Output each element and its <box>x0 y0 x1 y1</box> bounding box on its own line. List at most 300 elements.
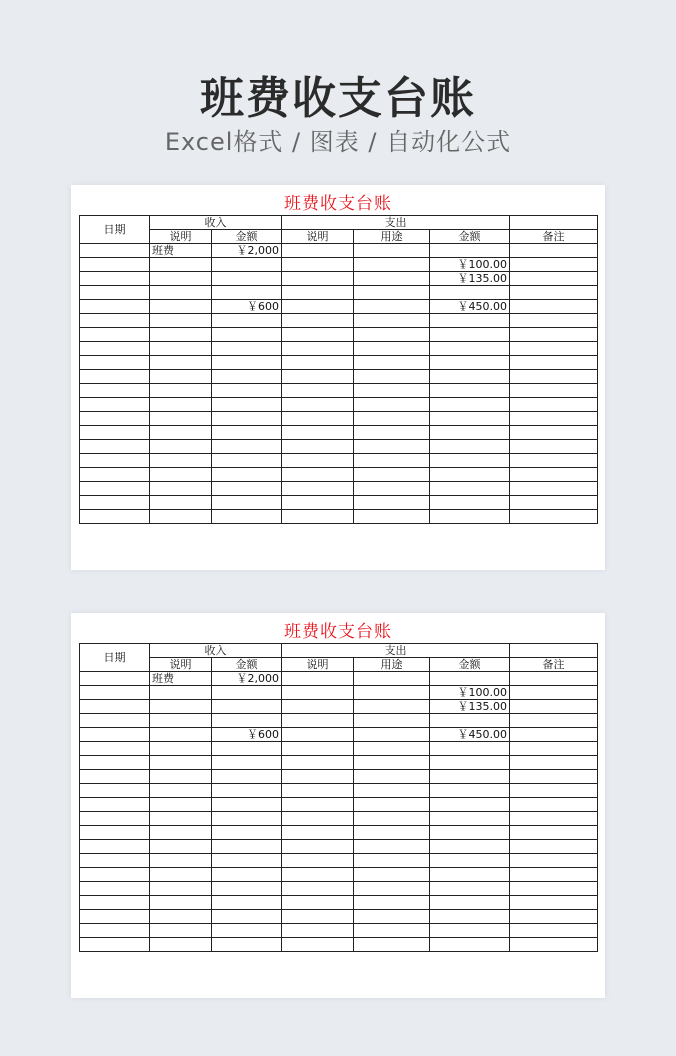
cell-income-desc[interactable] <box>150 398 212 412</box>
cell-income-amount[interactable] <box>212 258 282 272</box>
cell-expense-amount[interactable] <box>430 468 510 482</box>
ledger-table <box>79 643 598 952</box>
cell-remark[interactable] <box>510 272 598 286</box>
cell-expense-amount[interactable] <box>430 370 510 384</box>
cell-income-desc[interactable] <box>150 440 212 454</box>
cell-income-desc[interactable] <box>150 910 212 924</box>
cell-income-desc[interactable] <box>150 286 212 300</box>
cell-expense-amount[interactable] <box>430 910 510 924</box>
table-row <box>80 328 598 342</box>
cell-income-amount[interactable]: ￥2,000 <box>212 244 282 258</box>
cell-date[interactable] <box>80 756 150 770</box>
cell-date[interactable] <box>80 700 150 714</box>
cell-date[interactable] <box>80 924 150 938</box>
cell-expense-purpose[interactable] <box>354 328 430 342</box>
cell-expense-desc[interactable] <box>282 342 354 356</box>
cell-expense-amount[interactable] <box>430 398 510 412</box>
cell-expense-desc[interactable] <box>282 812 354 826</box>
cell-income-desc[interactable] <box>150 826 212 840</box>
cell-expense-desc[interactable] <box>282 896 354 910</box>
cell-income-desc[interactable] <box>150 854 212 868</box>
cell-remark[interactable] <box>510 938 598 952</box>
cell-expense-purpose[interactable] <box>354 714 430 728</box>
cell-remark[interactable] <box>510 700 598 714</box>
cell-expense-desc[interactable] <box>282 370 354 384</box>
cell-expense-desc[interactable] <box>282 300 354 314</box>
cell-expense-purpose[interactable] <box>354 272 430 286</box>
cell-expense-amount[interactable] <box>430 756 510 770</box>
cell-remark[interactable] <box>510 454 598 468</box>
cell-date[interactable] <box>80 468 150 482</box>
header-remark: 备注 <box>510 658 598 672</box>
cell-expense-amount[interactable] <box>430 426 510 440</box>
cell-expense-amount[interactable] <box>430 496 510 510</box>
cell-remark[interactable] <box>510 924 598 938</box>
cell-expense-desc[interactable] <box>282 924 354 938</box>
page-title: 班费收支台账 <box>200 73 476 124</box>
cell-expense-amount[interactable]: ￥100.00 <box>430 686 510 700</box>
cell-income-desc[interactable] <box>150 482 212 496</box>
cell-expense-desc[interactable] <box>282 328 354 342</box>
cell-expense-desc[interactable] <box>282 440 354 454</box>
cell-income-amount[interactable] <box>212 910 282 924</box>
cell-expense-purpose[interactable] <box>354 384 430 398</box>
cell-income-desc[interactable] <box>150 510 212 524</box>
cell-expense-purpose[interactable] <box>354 910 430 924</box>
cell-expense-desc[interactable] <box>282 826 354 840</box>
cell-income-amount[interactable] <box>212 370 282 384</box>
cell-expense-desc[interactable] <box>282 482 354 496</box>
table-row <box>80 910 598 924</box>
cell-income-amount[interactable] <box>212 426 282 440</box>
cell-remark[interactable] <box>510 770 598 784</box>
cell-expense-amount[interactable] <box>430 314 510 328</box>
cell-income-desc[interactable] <box>150 272 212 286</box>
cell-income-amount[interactable] <box>212 482 282 496</box>
cell-income-desc[interactable] <box>150 924 212 938</box>
cell-remark[interactable] <box>510 244 598 258</box>
cell-remark[interactable] <box>510 342 598 356</box>
cell-income-desc[interactable] <box>150 300 212 314</box>
cell-date[interactable] <box>80 300 150 314</box>
cell-expense-desc[interactable] <box>282 426 354 440</box>
cell-expense-amount[interactable]: ￥135.00 <box>430 272 510 286</box>
cell-income-desc[interactable] <box>150 756 212 770</box>
cell-income-desc[interactable] <box>150 342 212 356</box>
header-expense: 支出 <box>282 644 510 658</box>
cell-remark[interactable] <box>510 426 598 440</box>
cell-remark[interactable] <box>510 412 598 426</box>
cell-expense-purpose[interactable] <box>354 882 430 896</box>
cell-income-amount[interactable] <box>212 328 282 342</box>
cell-expense-desc[interactable] <box>282 412 354 426</box>
cell-date[interactable] <box>80 482 150 496</box>
cell-expense-amount[interactable] <box>430 286 510 300</box>
cell-expense-purpose[interactable] <box>354 868 430 882</box>
cell-remark[interactable] <box>510 882 598 896</box>
cell-remark[interactable] <box>510 398 598 412</box>
cell-remark[interactable] <box>510 812 598 826</box>
cell-date[interactable] <box>80 868 150 882</box>
cell-expense-amount[interactable] <box>430 328 510 342</box>
cell-date[interactable] <box>80 938 150 952</box>
cell-expense-amount[interactable] <box>430 714 510 728</box>
cell-date[interactable] <box>80 510 150 524</box>
cell-income-desc[interactable]: 班费 <box>150 244 212 258</box>
cell-income-amount[interactable] <box>212 356 282 370</box>
cell-income-amount[interactable] <box>212 510 282 524</box>
cell-date[interactable] <box>80 342 150 356</box>
cell-expense-purpose[interactable] <box>354 826 430 840</box>
table-row <box>80 728 598 742</box>
cell-expense-purpose[interactable] <box>354 938 430 952</box>
cell-expense-desc[interactable] <box>282 910 354 924</box>
cell-expense-purpose[interactable] <box>354 756 430 770</box>
cell-expense-desc[interactable] <box>282 938 354 952</box>
cell-date[interactable] <box>80 384 150 398</box>
cell-date[interactable] <box>80 910 150 924</box>
cell-date[interactable] <box>80 854 150 868</box>
cell-date[interactable] <box>80 826 150 840</box>
cell-remark[interactable] <box>510 258 598 272</box>
cell-date[interactable] <box>80 398 150 412</box>
cell-income-amount[interactable]: ￥600 <box>212 300 282 314</box>
cell-date[interactable] <box>80 728 150 742</box>
cell-income-amount[interactable] <box>212 700 282 714</box>
cell-expense-amount[interactable] <box>430 454 510 468</box>
cell-remark[interactable] <box>510 482 598 496</box>
cell-date[interactable] <box>80 714 150 728</box>
cell-expense-amount[interactable] <box>430 882 510 896</box>
cell-income-amount[interactable] <box>212 868 282 882</box>
cell-date[interactable] <box>80 770 150 784</box>
cell-remark[interactable] <box>510 714 598 728</box>
header-income: 收入 <box>150 216 282 230</box>
cell-expense-desc[interactable] <box>282 728 354 742</box>
cell-remark[interactable] <box>510 300 598 314</box>
cell-income-desc[interactable] <box>150 328 212 342</box>
cell-date[interactable] <box>80 840 150 854</box>
header-expense-amount: 金额 <box>430 658 510 672</box>
cell-expense-purpose[interactable] <box>354 812 430 826</box>
cell-expense-amount[interactable] <box>430 482 510 496</box>
cell-income-desc[interactable] <box>150 784 212 798</box>
cell-income-desc[interactable] <box>150 896 212 910</box>
cell-income-amount[interactable] <box>212 440 282 454</box>
cell-expense-purpose[interactable] <box>354 496 430 510</box>
cell-income-amount[interactable] <box>212 784 282 798</box>
cell-expense-purpose[interactable] <box>354 482 430 496</box>
cell-date[interactable] <box>80 356 150 370</box>
cell-income-desc[interactable] <box>150 468 212 482</box>
cell-expense-amount[interactable] <box>430 244 510 258</box>
cell-expense-desc[interactable] <box>282 384 354 398</box>
cell-expense-amount[interactable] <box>430 812 510 826</box>
cell-income-desc[interactable] <box>150 454 212 468</box>
cell-expense-amount[interactable]: ￥450.00 <box>430 728 510 742</box>
cell-expense-amount[interactable] <box>430 868 510 882</box>
cell-expense-purpose[interactable] <box>354 784 430 798</box>
cell-expense-amount[interactable] <box>430 938 510 952</box>
cell-remark[interactable] <box>510 468 598 482</box>
cell-expense-desc[interactable] <box>282 672 354 686</box>
table-row <box>80 896 598 910</box>
cell-income-amount[interactable] <box>212 938 282 952</box>
cell-expense-desc[interactable] <box>282 258 354 272</box>
cell-expense-desc[interactable] <box>282 510 354 524</box>
table-row <box>80 756 598 770</box>
page-subtitle: Excel格式 / 图表 / 自动化公式 <box>164 128 512 156</box>
cell-remark[interactable] <box>510 686 598 700</box>
cell-income-desc[interactable] <box>150 714 212 728</box>
cell-date[interactable] <box>80 784 150 798</box>
cell-expense-purpose[interactable] <box>354 840 430 854</box>
cell-expense-desc[interactable] <box>282 840 354 854</box>
cell-expense-purpose[interactable] <box>354 854 430 868</box>
cell-expense-amount[interactable] <box>430 896 510 910</box>
cell-income-desc[interactable] <box>150 426 212 440</box>
cell-expense-desc[interactable] <box>282 314 354 328</box>
cell-expense-purpose[interactable] <box>354 728 430 742</box>
cell-remark[interactable] <box>510 314 598 328</box>
cell-income-desc[interactable] <box>150 496 212 510</box>
cell-income-amount[interactable]: ￥2,000 <box>212 672 282 686</box>
cell-income-amount[interactable] <box>212 812 282 826</box>
cell-remark[interactable] <box>510 868 598 882</box>
cell-expense-amount[interactable] <box>430 510 510 524</box>
cell-remark[interactable] <box>510 854 598 868</box>
cell-expense-amount[interactable]: ￥450.00 <box>430 300 510 314</box>
cell-expense-purpose[interactable] <box>354 700 430 714</box>
cell-expense-amount[interactable] <box>430 440 510 454</box>
cell-expense-desc[interactable] <box>282 784 354 798</box>
cell-income-desc[interactable] <box>150 798 212 812</box>
cell-expense-amount[interactable] <box>430 342 510 356</box>
cell-expense-purpose[interactable] <box>354 468 430 482</box>
cell-expense-amount[interactable] <box>430 742 510 756</box>
cell-income-desc[interactable]: 班费 <box>150 672 212 686</box>
table-row <box>80 412 598 426</box>
cell-income-desc[interactable] <box>150 882 212 896</box>
cell-remark[interactable] <box>510 784 598 798</box>
cell-expense-purpose[interactable] <box>354 300 430 314</box>
cell-expense-amount[interactable]: ￥100.00 <box>430 258 510 272</box>
cell-income-amount[interactable] <box>212 412 282 426</box>
table-row <box>80 812 598 826</box>
cell-remark[interactable] <box>510 728 598 742</box>
cell-expense-amount[interactable]: ￥135.00 <box>430 700 510 714</box>
cell-expense-purpose[interactable] <box>354 510 430 524</box>
cell-income-amount[interactable] <box>212 742 282 756</box>
cell-expense-amount[interactable] <box>430 854 510 868</box>
cell-date[interactable] <box>80 244 150 258</box>
cell-remark[interactable] <box>510 328 598 342</box>
cell-expense-desc[interactable] <box>282 798 354 812</box>
cell-remark[interactable] <box>510 370 598 384</box>
cell-expense-amount[interactable] <box>430 770 510 784</box>
cell-date[interactable] <box>80 272 150 286</box>
cell-income-amount[interactable] <box>212 496 282 510</box>
cell-expense-purpose[interactable] <box>354 244 430 258</box>
cell-income-amount[interactable] <box>212 398 282 412</box>
cell-income-desc[interactable] <box>150 812 212 826</box>
cell-date[interactable] <box>80 798 150 812</box>
cell-income-amount[interactable] <box>212 342 282 356</box>
cell-date[interactable] <box>80 896 150 910</box>
cell-income-amount[interactable] <box>212 314 282 328</box>
cell-income-amount[interactable] <box>212 770 282 784</box>
cell-remark[interactable] <box>510 440 598 454</box>
cell-income-amount[interactable] <box>212 384 282 398</box>
cell-expense-amount[interactable] <box>430 826 510 840</box>
cell-expense-desc[interactable] <box>282 468 354 482</box>
cell-remark[interactable] <box>510 896 598 910</box>
cell-date[interactable] <box>80 258 150 272</box>
cell-expense-purpose[interactable] <box>354 798 430 812</box>
cell-income-amount[interactable] <box>212 686 282 700</box>
cell-income-amount[interactable] <box>212 896 282 910</box>
cell-date[interactable] <box>80 496 150 510</box>
cell-expense-purpose[interactable] <box>354 672 430 686</box>
cell-expense-purpose[interactable] <box>354 896 430 910</box>
cell-expense-purpose[interactable] <box>354 770 430 784</box>
table-row <box>80 496 598 510</box>
cell-income-amount[interactable] <box>212 826 282 840</box>
cell-date[interactable] <box>80 412 150 426</box>
cell-income-desc[interactable] <box>150 258 212 272</box>
cell-income-desc[interactable] <box>150 868 212 882</box>
cell-expense-purpose[interactable] <box>354 398 430 412</box>
cell-expense-amount[interactable] <box>430 784 510 798</box>
cell-remark[interactable] <box>510 742 598 756</box>
cell-income-amount[interactable] <box>212 854 282 868</box>
cell-expense-desc[interactable] <box>282 356 354 370</box>
cell-expense-purpose[interactable] <box>354 454 430 468</box>
table-row <box>80 882 598 896</box>
cell-expense-amount[interactable] <box>430 384 510 398</box>
cell-remark[interactable] <box>510 356 598 370</box>
cell-expense-amount[interactable] <box>430 412 510 426</box>
cell-date[interactable] <box>80 742 150 756</box>
cell-income-desc[interactable] <box>150 840 212 854</box>
cell-income-desc[interactable] <box>150 370 212 384</box>
cell-expense-purpose[interactable] <box>354 342 430 356</box>
cell-remark[interactable] <box>510 826 598 840</box>
cell-expense-desc[interactable] <box>282 286 354 300</box>
cell-income-desc[interactable] <box>150 384 212 398</box>
cell-expense-purpose[interactable] <box>354 356 430 370</box>
cell-income-desc[interactable] <box>150 742 212 756</box>
cell-expense-desc[interactable] <box>282 756 354 770</box>
cell-remark[interactable] <box>510 840 598 854</box>
cell-expense-purpose[interactable] <box>354 412 430 426</box>
cell-expense-desc[interactable] <box>282 882 354 896</box>
cell-expense-desc[interactable] <box>282 686 354 700</box>
cell-remark[interactable] <box>510 286 598 300</box>
cell-expense-desc[interactable] <box>282 398 354 412</box>
cell-remark[interactable] <box>510 384 598 398</box>
cell-income-amount[interactable] <box>212 286 282 300</box>
sheet-title: 班费收支台账 <box>284 622 392 642</box>
cell-expense-desc[interactable] <box>282 742 354 756</box>
cell-income-desc[interactable] <box>150 314 212 328</box>
cell-expense-purpose[interactable] <box>354 314 430 328</box>
cell-remark[interactable] <box>510 496 598 510</box>
cell-income-amount[interactable] <box>212 924 282 938</box>
cell-remark[interactable] <box>510 798 598 812</box>
cell-income-amount[interactable] <box>212 840 282 854</box>
cell-income-desc[interactable] <box>150 728 212 742</box>
cell-remark[interactable] <box>510 756 598 770</box>
cell-date[interactable] <box>80 812 150 826</box>
cell-date[interactable] <box>80 328 150 342</box>
cell-remark[interactable] <box>510 672 598 686</box>
cell-expense-purpose[interactable] <box>354 426 430 440</box>
table-row <box>80 924 598 938</box>
cell-expense-desc[interactable] <box>282 700 354 714</box>
cell-date[interactable] <box>80 882 150 896</box>
cell-income-amount[interactable] <box>212 798 282 812</box>
cell-expense-amount[interactable] <box>430 924 510 938</box>
cell-expense-desc[interactable] <box>282 244 354 258</box>
cell-income-desc[interactable] <box>150 686 212 700</box>
cell-date[interactable] <box>80 370 150 384</box>
header-expense-amount: 金额 <box>430 230 510 244</box>
cell-income-amount[interactable] <box>212 272 282 286</box>
cell-remark[interactable] <box>510 510 598 524</box>
cell-expense-desc[interactable] <box>282 272 354 286</box>
cell-date[interactable] <box>80 686 150 700</box>
cell-expense-purpose[interactable] <box>354 370 430 384</box>
cell-income-amount[interactable] <box>212 454 282 468</box>
cell-date[interactable] <box>80 314 150 328</box>
cell-expense-purpose[interactable] <box>354 286 430 300</box>
cell-remark[interactable] <box>510 910 598 924</box>
cell-date[interactable] <box>80 286 150 300</box>
cell-expense-purpose[interactable] <box>354 924 430 938</box>
cell-expense-desc[interactable] <box>282 770 354 784</box>
cell-expense-amount[interactable] <box>430 356 510 370</box>
cell-date[interactable] <box>80 426 150 440</box>
cell-expense-desc[interactable] <box>282 496 354 510</box>
cell-date[interactable] <box>80 440 150 454</box>
cell-expense-desc[interactable] <box>282 868 354 882</box>
cell-expense-purpose[interactable] <box>354 742 430 756</box>
cell-date[interactable] <box>80 454 150 468</box>
cell-expense-amount[interactable] <box>430 840 510 854</box>
cell-income-desc[interactable] <box>150 770 212 784</box>
cell-expense-purpose[interactable] <box>354 440 430 454</box>
cell-income-amount[interactable] <box>212 714 282 728</box>
cell-income-desc[interactable] <box>150 700 212 714</box>
cell-income-desc[interactable] <box>150 938 212 952</box>
cell-expense-purpose[interactable] <box>354 258 430 272</box>
cell-expense-desc[interactable] <box>282 714 354 728</box>
cell-income-amount[interactable] <box>212 756 282 770</box>
cell-income-amount[interactable] <box>212 468 282 482</box>
cell-income-amount[interactable]: ￥600 <box>212 728 282 742</box>
header-income-desc: 说明 <box>150 658 212 672</box>
cell-expense-amount[interactable] <box>430 672 510 686</box>
cell-expense-desc[interactable] <box>282 854 354 868</box>
cell-income-desc[interactable] <box>150 412 212 426</box>
cell-date[interactable] <box>80 672 150 686</box>
cell-expense-amount[interactable] <box>430 798 510 812</box>
cell-expense-purpose[interactable] <box>354 686 430 700</box>
cell-expense-desc[interactable] <box>282 454 354 468</box>
cell-income-amount[interactable] <box>212 882 282 896</box>
cell-income-desc[interactable] <box>150 356 212 370</box>
